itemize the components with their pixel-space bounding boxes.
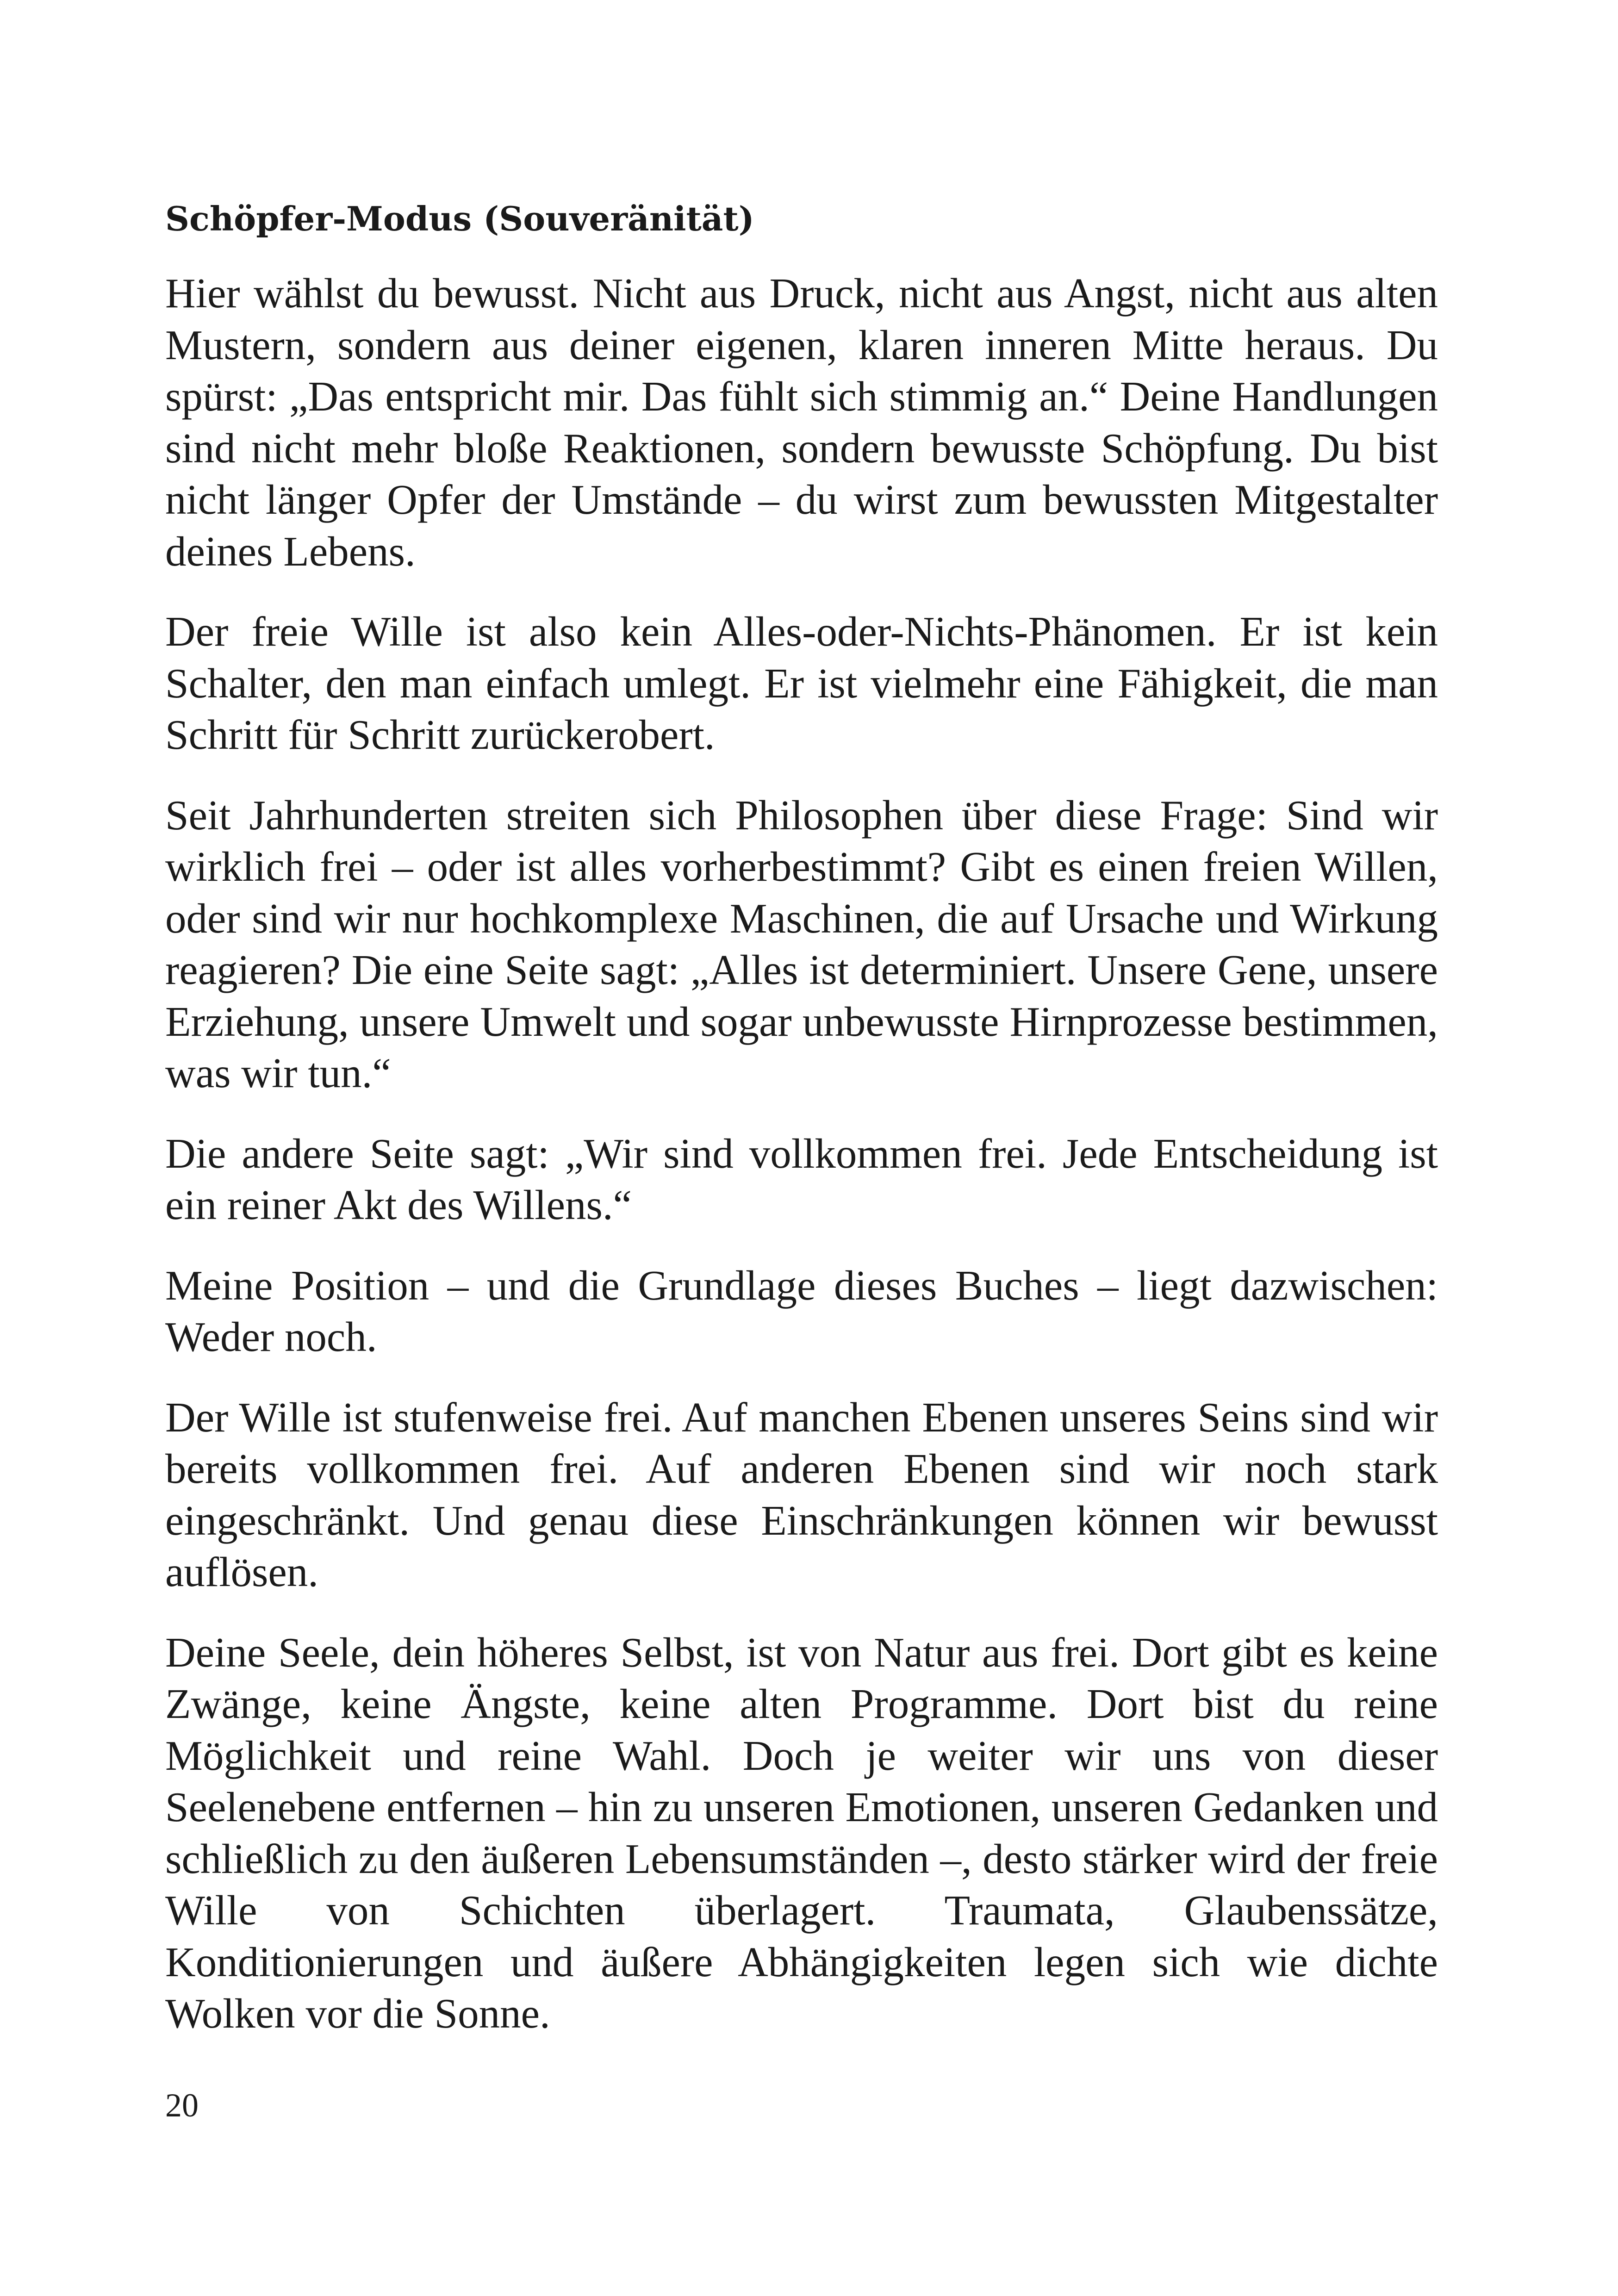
paragraph-1: Hier wählst du bewusst. Nicht aus Druck, nicht aus Angst, nicht aus alten Mustern, sondern aus deiner eigenen, klaren inneren Mitte heraus. Du spürst: „Das entspricht mir. Das fühlt sich stimmig an.“ Deine Handlungen sind nicht mehr bloße Reaktionen, sondern bewusste Schöpfung. Du bist nicht länger Opfer der Umstände – du wirst zum bewussten Mitgestalter deines Lebens. [165,270,1438,575]
page-body [165,199,1438,2068]
paragraph-5: Meine Position – und die Grundlage dieses Buches – liegt dazwischen: Weder noch. [165,1262,1438,1361]
paragraph-6: Der Wille ist stufenweise frei. Auf manchen Ebenen unseres Seins sind wir bereits vollkommen frei. Auf anderen Ebenen sind wir noch stark eingeschränkt. Und genau diese Einschränkungen können wir bewusst auflösen. [165,1394,1438,1596]
section-heading: Schöpfer-Modus (Souveränität) [165,199,754,238]
paragraph-7: Deine Seele, dein höheres Selbst, ist von Natur aus frei. Dort gibt es keine Zwänge, keine Ängste, keine alten Programme. Dort bist du reine Möglichkeit und reine Wahl. Doch je weiter wir uns von dieser Seelenebene entfernen – hin zu unseren Emotionen, unseren Gedanken und schließlich zu den äußeren Lebensumständen –, desto stärker wird der freie Wille von Schichten überlagert. Traumata, Glaubenssätze, Konditionierungen und äußere Abhängigkeiten legen sich wie dichte Wolken vor die Sonne. [165,1629,1438,2037]
paragraph-3: Seit Jahrhunderten streiten sich Philosophen über diese Frage: Sind wir wirklich frei – oder ist alles vorherbestimmt? Gibt es einen freien Willen, oder sind wir nur hochkomplexe Maschinen, die auf Ursache und Wirkung reagieren? Die eine Seite sagt: „Alles ist determiniert. Unsere Gene, unsere Erziehung, unsere Umwelt und sogar unbewusste Hirnprozesse bestimmen, was wir tun.“ [165,791,1438,1097]
paragraph-2: Der freie Wille ist also kein Alles-oder-Nichts-Phänomen. Er ist kein Schalter, den man einfach umlegt. Er ist vielmehr eine Fähigkeit, die man Schritt für Schritt zurückerobert. [165,608,1438,759]
page-number: 20 [165,2087,199,2124]
paragraph-4: Die andere Seite sagt: „Wir sind vollkommen frei. Jede Entscheidung ist ein reiner Akt des Willens.“ [165,1130,1438,1229]
